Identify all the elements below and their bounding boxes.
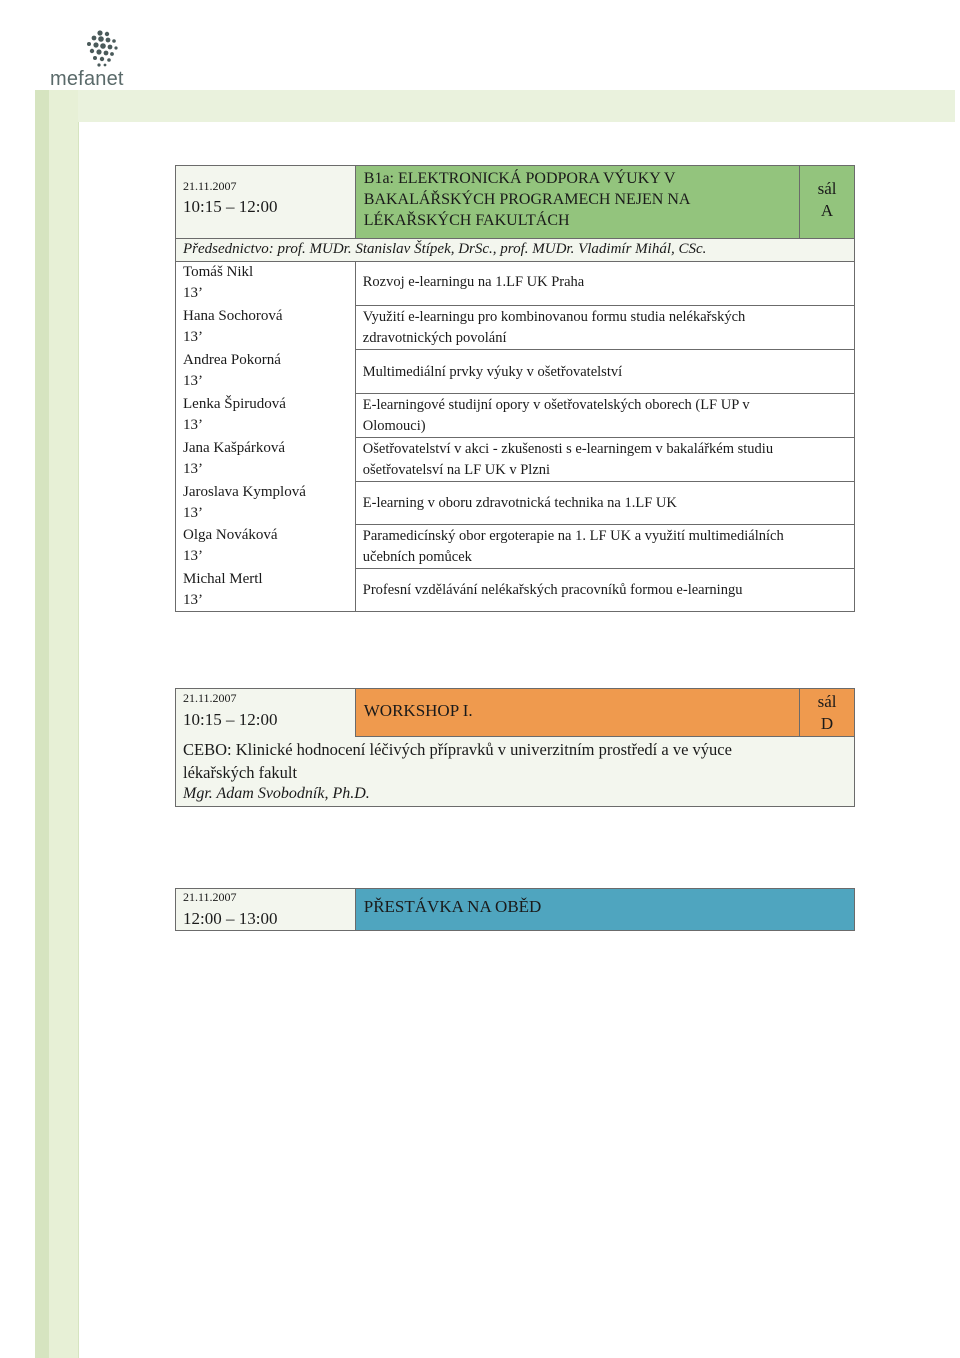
session-b-description — [176, 737, 855, 785]
session-b-room — [800, 689, 855, 737]
header-band — [78, 90, 955, 122]
session-b-date: 21.11.2007 — [183, 691, 237, 705]
talk-speaker — [176, 394, 356, 438]
session-a-title-line: BAKALÁŘSKÝCH PROGRAMECH NEJEN NA — [363, 191, 691, 208]
talk-speaker — [176, 306, 356, 350]
talk-duration: 13’ — [183, 591, 203, 608]
session-a-room — [800, 166, 855, 239]
room-value: A — [820, 201, 834, 220]
talk-duration: 13’ — [183, 547, 203, 564]
talk-title-line: Paramedicínský obor ergoterapie na 1. LF UK a využití multimediálních — [362, 528, 784, 544]
speaker-name: Jaroslava Kymplová — [183, 483, 306, 500]
talk-title — [355, 262, 854, 306]
talk-title-line: Profesní vzdělávání nelékařských pracovníků formou e-learningu — [362, 582, 743, 598]
session-b-desc-line: lékařských fakult — [183, 763, 298, 782]
talk-title-line: Multimediální prvky výuky v ošetřovatelství — [362, 364, 623, 380]
talk-speaker — [176, 350, 356, 394]
speaker-name: Andrea Pokorná — [183, 351, 281, 368]
talk-title-line: E-learningové studijní opory v ošetřovatelských oborech (LF UP v — [362, 397, 750, 413]
session-b-title-text: WORKSHOP I. — [363, 701, 473, 720]
talk-speaker — [176, 438, 356, 482]
talk-speaker — [176, 262, 356, 306]
session-b-title — [355, 689, 799, 737]
talk-title-line: Využití e-learningu pro kombinovanou formu studia nelékařských — [362, 309, 746, 325]
talk-title-line: ošetřovatelsví na LF UK v Plzni — [362, 462, 551, 478]
session-c-datetime — [176, 889, 356, 931]
speaker-name: Olga Nováková — [183, 526, 278, 543]
session-c-title-text: PŘESTÁVKA NA OBĚD — [363, 897, 542, 916]
talk-title-line: zdravotnických povolání — [362, 330, 507, 346]
talk-title — [355, 569, 854, 612]
session-c-time: 12:00 – 13:00 — [183, 909, 278, 928]
speaker-name: Jana Kašpárková — [183, 439, 286, 456]
session-b-lead: Mgr. Adam Svobodník, Ph.D. — [176, 785, 855, 807]
speaker-name: Hana Sochorová — [183, 307, 283, 324]
speaker-name: Michal Mertl — [183, 570, 263, 587]
talk-title-line: E-learning v oboru zdravotnická technika na 1.LF UK — [362, 495, 677, 511]
band-line — [78, 122, 79, 1358]
talk-title-line: učebních pomůcek — [362, 549, 472, 565]
talk-duration: 13’ — [183, 285, 203, 301]
session-b-time: 10:15 – 12:00 — [183, 710, 278, 729]
session-c-table — [175, 888, 855, 931]
session-b-table — [175, 688, 855, 807]
session-c-title — [355, 889, 854, 931]
talk-title-line: Ošetřovatelství v akci - zkušenosti s e-learningem v bakalářkém studiu — [362, 441, 774, 457]
talk-speaker — [176, 525, 356, 569]
session-a-time: 10:15 – 12:00 — [183, 197, 278, 216]
room-label: sál — [817, 692, 837, 711]
talk-speaker — [176, 482, 356, 525]
talk-title — [355, 306, 854, 350]
session-a-title-line: B1a: ELEKTRONICKÁ PODPORA VÝUKY V — [363, 170, 676, 187]
talk-duration: 13’ — [183, 328, 203, 345]
talk-title — [355, 525, 854, 569]
talk-title-line: Olomouci) — [362, 418, 426, 434]
mefanet-logo — [50, 30, 140, 90]
room-label: sál — [817, 179, 837, 198]
talk-duration: 13’ — [183, 504, 203, 521]
talk-title — [355, 438, 854, 482]
talk-title — [355, 482, 854, 525]
talk-duration: 13’ — [183, 372, 203, 389]
session-a-chairs: Předsednictvo: prof. MUDr. Stanislav Štípek, DrSc., prof. MUDr. Vladimír Mihál, CSc. — [176, 239, 855, 262]
session-b-datetime — [176, 689, 356, 737]
talk-title — [355, 394, 854, 438]
session-a-title — [355, 166, 799, 239]
talk-duration: 13’ — [183, 460, 203, 477]
talk-duration: 13’ — [183, 416, 203, 433]
session-c-date: 21.11.2007 — [183, 890, 237, 904]
room-value: D — [820, 714, 834, 733]
logo-text: mefanet — [50, 68, 124, 90]
session-a-title-line: LÉKAŘSKÝCH FAKULTÁCH — [363, 212, 570, 229]
speaker-name: Lenka Špirudová — [183, 395, 286, 412]
talk-speaker — [176, 569, 356, 612]
session-a-datetime — [176, 166, 356, 239]
talk-title — [355, 350, 854, 394]
speaker-name: Tomáš Nikl — [183, 264, 254, 280]
session-b-desc-line: CEBO: Klinické hodnocení léčivých přípravků v univerzitním prostředí a ve výuce — [183, 740, 732, 759]
talk-title-line: Rozvoj e-learningu na 1.LF UK Praha — [362, 274, 585, 290]
side-band-inner — [35, 90, 49, 1358]
session-a-date: 21.11.2007 — [183, 179, 237, 193]
logo-dots-icon — [72, 30, 122, 70]
session-a-table — [175, 165, 855, 612]
